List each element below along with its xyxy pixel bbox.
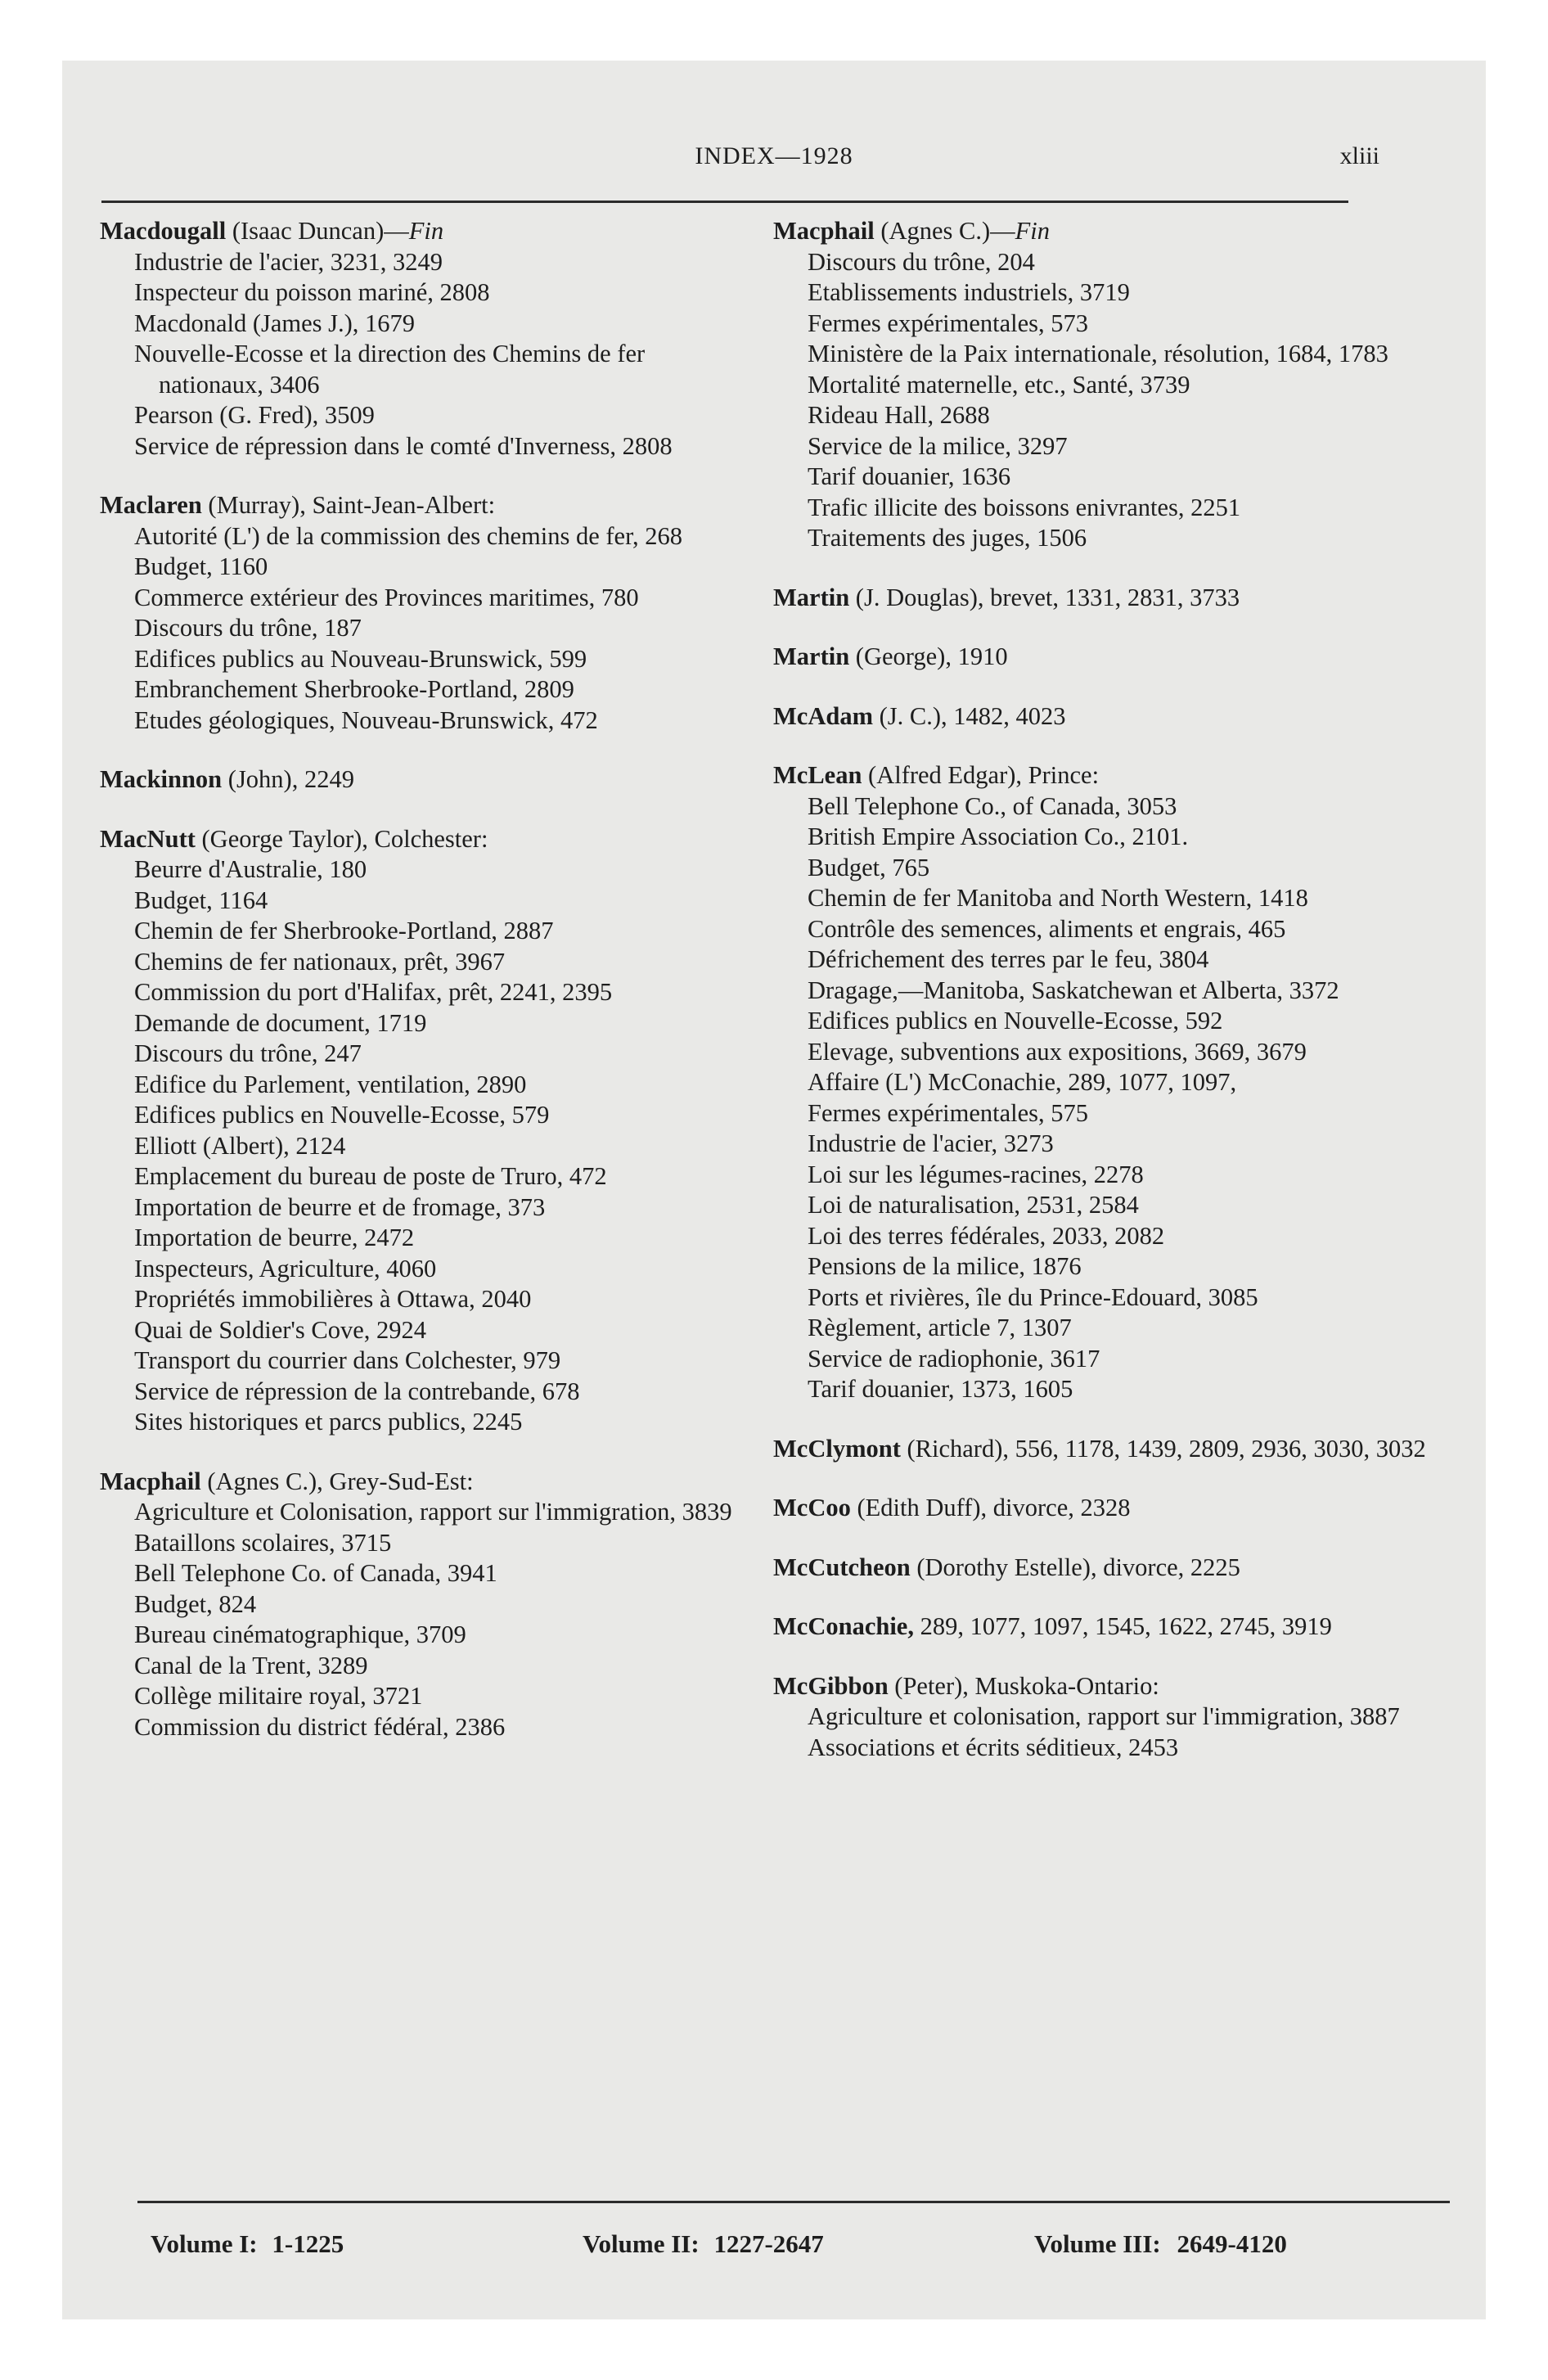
index-subentry: Discours du trône, 247 <box>134 1039 362 1067</box>
index-subentry: Embranchement Sherbrooke-Portland, 2809 <box>134 675 574 703</box>
entry-heading <box>773 583 1444 614</box>
entry-qualifier: (Peter), Muskoka-Ontario: <box>894 1671 1159 1700</box>
page-number: xliii <box>1339 142 1379 169</box>
entry-name: Mackinnon <box>100 765 223 793</box>
index-subentry: Edifices publics en Nouvelle-Ecosse, 579 <box>134 1101 550 1129</box>
entry-qualifier: (Edith Duff), divorce, 2328 <box>857 1494 1131 1521</box>
index-subentry: Inspecteur du poisson mariné, 2808 <box>134 278 490 306</box>
entry-qualifier: (Richard), 556, 1178, 1439, 2809, 2936, 3030, 3032 <box>907 1434 1426 1463</box>
volume-1-label: Volume I: <box>151 2229 258 2258</box>
index-subentry: Canal de la Trent, 3289 <box>134 1651 368 1679</box>
volume-1-range: 1-1225 <box>272 2229 344 2258</box>
index-subentry: Agriculture et Colonisation, rapport sur l'immigration, 3839 <box>134 1498 732 1526</box>
entry-qualifier: 289, 1077, 1097, 1545, 1622, 2745, 3919 <box>920 1612 1332 1640</box>
index-subentry: Service de radiophonie, 3617 <box>808 1344 1100 1373</box>
index-subentry: Edifices publics en Nouvelle-Ecosse, 592 <box>808 1007 1223 1034</box>
index-subentry: Pensions de la milice, 1876 <box>808 1252 1082 1280</box>
index-subentry: Beurre d'Australie, 180 <box>134 855 367 883</box>
entry-name: McGibbon <box>773 1671 889 1700</box>
index-entry <box>773 216 1444 554</box>
index-subentry: Industrie de l'acier, 3231, 3249 <box>134 247 443 276</box>
entry-heading <box>773 1671 1444 1702</box>
index-entry <box>100 824 738 1438</box>
index-subentry: Commission du district fédéral, 2386 <box>134 1712 506 1741</box>
entry-heading <box>773 642 1444 673</box>
running-title: INDEX—1928 <box>695 142 853 169</box>
index-subentry: Discours du trône, 204 <box>808 247 1035 276</box>
index-subentry: Trafic illicite des boissons enivrantes, 2251 <box>808 493 1241 521</box>
index-subentry: Contrôle des semences, aliments et engrais, 465 <box>808 914 1286 943</box>
index-subentry: Tarif douanier, 1636 <box>808 462 1011 490</box>
entry-heading <box>773 1493 1444 1524</box>
index-subentry: Edifices publics au Nouveau-Brunswick, 599 <box>134 644 587 673</box>
volume-2-label: Volume II: <box>583 2229 700 2258</box>
index-subentry: Chemins de fer nationaux, prêt, 3967 <box>134 947 506 976</box>
footer-rule <box>137 2201 1450 2203</box>
index-subentry: Mortalité maternelle, etc., Santé, 3739 <box>808 370 1190 399</box>
index-entry <box>773 1611 1444 1643</box>
index-subentry: Service de répression dans le comté d'Inverness, 2808 <box>134 431 673 460</box>
index-subentry: Affaire (L') McConachie, 289, 1077, 1097, <box>808 1068 1237 1096</box>
index-subentry: Etablissements industriels, 3719 <box>808 278 1130 306</box>
index-subentry: Importation de beurre, 2472 <box>134 1224 415 1251</box>
index-subentry: Rideau Hall, 2688 <box>808 401 990 429</box>
index-subentry: Transport du courrier dans Colchester, 979 <box>134 1346 561 1374</box>
entry-name: Maclaren <box>100 491 202 519</box>
index-subentry: Service de la milice, 3297 <box>808 431 1068 460</box>
index-subentry: Loi de naturalisation, 2531, 2584 <box>808 1191 1139 1219</box>
entry-heading <box>100 490 738 521</box>
page-header <box>62 142 1486 175</box>
index-subentry: Bureau cinématographique, 3709 <box>134 1620 466 1648</box>
index-entry <box>773 701 1444 732</box>
index-subentry: Budget, 765 <box>808 853 930 881</box>
entry-qualifier: (Isaac Duncan)— <box>232 217 409 245</box>
index-subentry: Tarif douanier, 1373, 1605 <box>808 1375 1073 1403</box>
entry-qualifier: (J. C.), 1482, 4023 <box>879 701 1066 730</box>
index-entry <box>773 1434 1444 1465</box>
index-subentry: Sites historiques et parcs publics, 2245 <box>134 1408 523 1436</box>
index-subentry: Demande de document, 1719 <box>134 1008 427 1037</box>
index-subentry: Discours du trône, 187 <box>134 614 362 642</box>
index-entry <box>773 583 1444 614</box>
volume-1-ref <box>151 2229 344 2259</box>
index-subentry: Associations et écrits séditieux, 2453 <box>808 1733 1179 1761</box>
index-subentry: Budget, 1160 <box>134 552 268 580</box>
index-subentry: Commerce extérieur des Provinces maritimes, 780 <box>134 583 639 611</box>
index-subentry: Importation de beurre et de fromage, 373 <box>134 1192 546 1221</box>
entry-name: Macphail <box>773 217 875 245</box>
entry-qualifier: (Murray), Saint-Jean-Albert: <box>208 491 496 519</box>
index-entry <box>773 1553 1444 1584</box>
entry-qualifier: (George Taylor), Colchester: <box>201 824 488 853</box>
index-entry <box>773 760 1444 1405</box>
entry-qualifier: (J. Douglas), brevet, 1331, 2831, 3733 <box>855 583 1240 611</box>
index-subentry: Macdonald (James J.), 1679 <box>134 309 416 337</box>
index-entry <box>773 1493 1444 1524</box>
volume-2-ref <box>583 2229 824 2259</box>
index-subentry: Bell Telephone Co., of Canada, 3053 <box>808 791 1177 820</box>
entry-continued-marker: Fin <box>1015 217 1051 245</box>
index-subentry: Fermes expérimentales, 573 <box>808 309 1089 337</box>
entry-heading <box>100 764 738 796</box>
volume-3-range: 2649-4120 <box>1177 2229 1287 2258</box>
index-subentry: Elevage, subventions aux expositions, 3669, 3679 <box>808 1037 1307 1066</box>
index-subentry: Emplacement du bureau de poste de Truro, 472 <box>134 1162 607 1190</box>
index-subentry: Service de répression de la contrebande, 678 <box>134 1377 580 1405</box>
volume-3-label: Volume III: <box>1034 2229 1161 2258</box>
entry-name: Martin <box>773 583 850 611</box>
entry-heading <box>773 1611 1444 1643</box>
page-scan <box>62 61 1486 2319</box>
entry-name: McClymont <box>773 1434 901 1463</box>
entry-name: McConachie, <box>773 1612 914 1640</box>
volume-2-range: 1227-2647 <box>713 2229 824 2258</box>
index-subentry: Défrichement des terres par le feu, 3804 <box>808 945 1209 973</box>
index-subentry: Agriculture et colonisation, rapport sur l'immigration, 3887 <box>808 1702 1400 1730</box>
volume-3-ref <box>1034 2229 1287 2259</box>
entry-name: McLean <box>773 761 862 789</box>
volume-footer <box>62 2229 1486 2267</box>
index-subentry: Traitements des juges, 1506 <box>808 524 1087 552</box>
index-subentry: Quai de Soldier's Cove, 2924 <box>134 1315 427 1344</box>
index-entry <box>100 1467 738 1743</box>
entry-qualifier: (Agnes C.), Grey-Sud-Est: <box>207 1467 474 1495</box>
index-subentry: Bell Telephone Co. of Canada, 3941 <box>134 1559 497 1587</box>
index-subentry: Règlement, article 7, 1307 <box>808 1314 1072 1341</box>
index-subentry: Dragage,—Manitoba, Saskatchewan et Alberta, 3372 <box>808 976 1339 1004</box>
index-subentry: Etudes géologiques, Nouveau-Brunswick, 472 <box>134 705 598 734</box>
right-column <box>773 216 1444 1792</box>
entry-qualifier: (Dorothy Estelle), divorce, 2225 <box>916 1553 1240 1581</box>
index-subentry: Loi des terres fédérales, 2033, 2082 <box>808 1221 1165 1250</box>
index-subentry: Pearson (G. Fred), 3509 <box>134 401 375 429</box>
index-subentry: Budget, 824 <box>134 1589 257 1618</box>
entry-name: Martin <box>773 642 850 670</box>
entry-continued-marker: Fin <box>408 217 444 245</box>
index-subentry: Ports et rivières, île du Prince-Edouard, 3085 <box>808 1282 1258 1311</box>
index-entry <box>100 216 738 462</box>
index-entry <box>100 764 738 796</box>
entry-name: Macphail <box>100 1467 201 1495</box>
index-subentry: Elliott (Albert), 2124 <box>134 1131 346 1160</box>
entry-qualifier: (John), 2249 <box>227 765 354 793</box>
index-subentry: Autorité (L') de la commission des chemins de fer, 268 <box>134 521 683 550</box>
index-subentry: Nouvelle-Ecosse et la direction des Chemins de fer nationaux, 3406 <box>134 340 646 399</box>
entry-name: McAdam <box>773 701 873 730</box>
entry-heading <box>773 760 1444 791</box>
index-subentry: British Empire Association Co., 2101. <box>808 823 1189 850</box>
index-entry <box>100 490 738 736</box>
index-subentry: Collège militaire royal, 3721 <box>134 1682 423 1710</box>
left-column <box>100 216 738 1771</box>
entry-heading <box>773 1434 1444 1465</box>
entry-name: McCoo <box>773 1494 851 1521</box>
entry-heading <box>773 1553 1444 1584</box>
index-subentry: Industrie de l'acier, 3273 <box>808 1129 1054 1157</box>
index-subentry: Edifice du Parlement, ventilation, 2890 <box>134 1070 527 1098</box>
index-subentry: Fermes expérimentales, 575 <box>808 1098 1089 1127</box>
index-subentry: Budget, 1164 <box>134 886 268 914</box>
entry-heading <box>773 701 1444 732</box>
entry-qualifier: (Alfred Edgar), Prince: <box>868 761 1100 789</box>
index-subentry: Commission du port d'Halifax, prêt, 2241, 2395 <box>134 978 613 1006</box>
index-entry <box>773 642 1444 673</box>
entry-name: MacNutt <box>100 824 196 853</box>
index-subentry: Loi sur les légumes-racines, 2278 <box>808 1160 1144 1188</box>
entry-heading <box>100 824 738 855</box>
index-subentry: Propriétés immobilières à Ottawa, 2040 <box>134 1285 532 1313</box>
index-subentry: Inspecteurs, Agriculture, 4060 <box>134 1254 437 1282</box>
entry-name: Macdougall <box>100 217 227 245</box>
index-subentry: Bataillons scolaires, 3715 <box>134 1528 392 1557</box>
entry-qualifier: (Agnes C.)— <box>880 217 1015 245</box>
entry-heading <box>100 1467 738 1498</box>
index-subentry: Ministère de la Paix internationale, résolution, 1684, 1783 <box>808 340 1388 367</box>
index-subentry: Chemin de fer Sherbrooke-Portland, 2887 <box>134 917 554 944</box>
entry-heading <box>773 216 1444 247</box>
entry-name: McCutcheon <box>773 1553 911 1581</box>
entry-heading <box>100 216 738 247</box>
header-rule <box>101 201 1348 203</box>
entry-qualifier: (George), 1910 <box>855 642 1008 670</box>
index-subentry: Chemin de fer Manitoba and North Western, 1418 <box>808 884 1308 912</box>
index-entry <box>773 1671 1444 1764</box>
